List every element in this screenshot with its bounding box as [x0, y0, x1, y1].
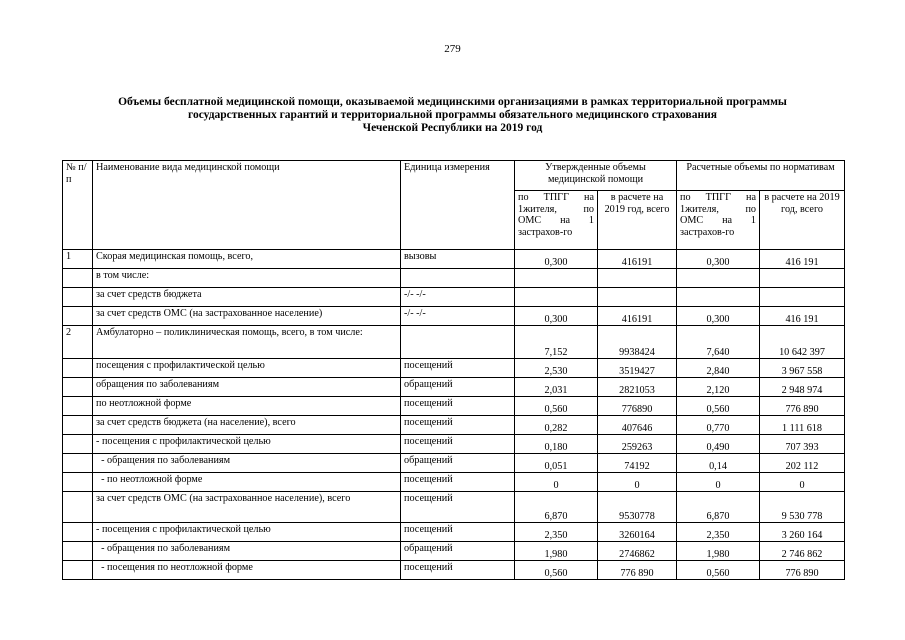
- row-number: [63, 359, 93, 378]
- header-name: Наименование вида медицинской помощи: [93, 161, 401, 250]
- document-title: [60, 96, 845, 135]
- row-name: - по неотложной форме: [93, 473, 401, 492]
- calculated-per-capita: [677, 269, 760, 288]
- calculated-total: 3 967 558: [760, 359, 845, 378]
- approved-total: [598, 288, 677, 307]
- row-name: - обращения по заболеваниям: [93, 542, 401, 561]
- row-number: [63, 397, 93, 416]
- approved-total: 407646: [598, 416, 677, 435]
- calculated-total: 1 111 618: [760, 416, 845, 435]
- row-number: [63, 288, 93, 307]
- approved-per-capita: 6,870: [515, 492, 598, 523]
- approved-per-capita: 2,350: [515, 523, 598, 542]
- approved-total: 2746862: [598, 542, 677, 561]
- approved-total: 259263: [598, 435, 677, 454]
- header-num: № п/п: [63, 161, 93, 250]
- approved-total: 2821053: [598, 378, 677, 397]
- calculated-total: 9 530 778: [760, 492, 845, 523]
- table-row: [63, 492, 845, 523]
- calculated-per-capita: 6,870: [677, 492, 760, 523]
- calculated-total: 10 642 397: [760, 326, 845, 359]
- row-name: за счет средств ОМС (на застрахованное население), всего: [93, 492, 401, 523]
- row-unit: вызовы: [401, 250, 515, 269]
- row-unit: -/- -/-: [401, 288, 515, 307]
- table-row: [63, 435, 845, 454]
- calculated-total: 2 746 862: [760, 542, 845, 561]
- approved-per-capita: [515, 288, 598, 307]
- calculated-per-capita: 0,770: [677, 416, 760, 435]
- calculated-per-capita: 0,560: [677, 397, 760, 416]
- row-unit: -/- -/-: [401, 307, 515, 326]
- table-row: [63, 250, 845, 269]
- approved-per-capita: 0,282: [515, 416, 598, 435]
- calculated-per-capita: 0,560: [677, 561, 760, 580]
- approved-per-capita: 7,152: [515, 326, 598, 359]
- approved-total: 0: [598, 473, 677, 492]
- approved-per-capita: [515, 269, 598, 288]
- row-name: в том числе:: [93, 269, 401, 288]
- row-number: [63, 454, 93, 473]
- table-row: [63, 523, 845, 542]
- header-calculated-total: в расчете на 2019 год, всего: [760, 191, 845, 250]
- calculated-total: 0: [760, 473, 845, 492]
- row-name: по неотложной форме: [93, 397, 401, 416]
- calculated-total: 3 260 164: [760, 523, 845, 542]
- approved-per-capita: 0,560: [515, 397, 598, 416]
- approved-total: 3260164: [598, 523, 677, 542]
- title-line-2: государственных гарантий и территориальной программы обязательного медицинского страхования: [188, 109, 717, 121]
- table-row: [63, 397, 845, 416]
- row-name: - посещения с профилактической целью: [93, 435, 401, 454]
- row-name: за счет средств бюджета (на население), всего: [93, 416, 401, 435]
- calculated-total: 707 393: [760, 435, 845, 454]
- row-number: 2: [63, 326, 93, 359]
- table-row: [63, 326, 845, 359]
- approved-total: 9530778: [598, 492, 677, 523]
- row-number: [63, 378, 93, 397]
- row-unit: посещений: [401, 397, 515, 416]
- row-unit: обращений: [401, 454, 515, 473]
- row-unit: обращений: [401, 542, 515, 561]
- approved-total: 776890: [598, 397, 677, 416]
- row-name: - посещения с профилактической целью: [93, 523, 401, 542]
- approved-total: 74192: [598, 454, 677, 473]
- table-row: [63, 561, 845, 580]
- row-unit: [401, 269, 515, 288]
- header-approved-total: в расчете на 2019 год, всего: [598, 191, 677, 250]
- header-approved-per-capita: по ТПГГ на 1жителя, по ОМС на 1 застрахов-го: [515, 191, 598, 250]
- row-number: 1: [63, 250, 93, 269]
- calculated-per-capita: 2,120: [677, 378, 760, 397]
- header-approved: Утвержденные объемы медицинской помощи: [515, 161, 677, 191]
- header-calculated-per-capita: по ТПГГ на 1жителя, по ОМС на 1 застрахов-го: [677, 191, 760, 250]
- row-name: - обращения по заболеваниям: [93, 454, 401, 473]
- row-unit: посещений: [401, 473, 515, 492]
- title-line-3: Чеченской Республики на 2019 год: [362, 122, 543, 134]
- row-name: Скорая медицинская помощь, всего,: [93, 250, 401, 269]
- calculated-per-capita: 0,14: [677, 454, 760, 473]
- header-unit: Единица измерения: [401, 161, 515, 250]
- approved-per-capita: 0,300: [515, 307, 598, 326]
- table-row: [63, 542, 845, 561]
- table-row: [63, 307, 845, 326]
- calculated-total: 776 890: [760, 561, 845, 580]
- row-name: посещения с профилактической целью: [93, 359, 401, 378]
- approved-per-capita: 0,560: [515, 561, 598, 580]
- table-row: [63, 378, 845, 397]
- calculated-per-capita: 1,980: [677, 542, 760, 561]
- row-name: Амбулаторно – поликлиническая помощь, всего, в том числе:: [93, 326, 401, 359]
- row-number: [63, 307, 93, 326]
- calculated-total: [760, 269, 845, 288]
- approved-per-capita: 2,031: [515, 378, 598, 397]
- approved-total: 416191: [598, 307, 677, 326]
- calculated-total: 2 948 974: [760, 378, 845, 397]
- page-number: 279: [444, 43, 461, 55]
- calculated-per-capita: 0,490: [677, 435, 760, 454]
- table-row: [63, 288, 845, 307]
- volumes-table: [62, 160, 845, 580]
- calculated-total: 776 890: [760, 397, 845, 416]
- row-unit: посещений: [401, 435, 515, 454]
- row-number: [63, 542, 93, 561]
- calculated-total: 416 191: [760, 250, 845, 269]
- calculated-per-capita: 2,840: [677, 359, 760, 378]
- approved-total: 416191: [598, 250, 677, 269]
- row-unit: посещений: [401, 492, 515, 523]
- row-number: [63, 269, 93, 288]
- approved-per-capita: 0,051: [515, 454, 598, 473]
- calculated-per-capita: 0,300: [677, 250, 760, 269]
- row-unit: обращений: [401, 378, 515, 397]
- calculated-per-capita: 0,300: [677, 307, 760, 326]
- table-row: [63, 359, 845, 378]
- table-header: [63, 161, 845, 250]
- calculated-per-capita: [677, 288, 760, 307]
- title-line-1: Объемы бесплатной медицинской помощи, оказываемой медицинскими организациями в рамках территориальной программы: [118, 96, 787, 108]
- row-name: обращения по заболеваниям: [93, 378, 401, 397]
- calculated-per-capita: 7,640: [677, 326, 760, 359]
- row-unit: [401, 326, 515, 359]
- row-name: за счет средств бюджета: [93, 288, 401, 307]
- approved-per-capita: 0,180: [515, 435, 598, 454]
- table-row: [63, 269, 845, 288]
- table-body: [63, 250, 845, 580]
- row-unit: посещений: [401, 561, 515, 580]
- row-name: - посещения по неотложной форме: [93, 561, 401, 580]
- row-number: [63, 473, 93, 492]
- header-calculated: Расчетные объемы по нормативам: [677, 161, 845, 191]
- approved-total: 776 890: [598, 561, 677, 580]
- row-number: [63, 435, 93, 454]
- approved-per-capita: 1,980: [515, 542, 598, 561]
- row-unit: посещений: [401, 416, 515, 435]
- row-number: [63, 523, 93, 542]
- approved-total: [598, 269, 677, 288]
- calculated-total: 416 191: [760, 307, 845, 326]
- table-row: [63, 416, 845, 435]
- table-row: [63, 473, 845, 492]
- row-number: [63, 561, 93, 580]
- calculated-total: 202 112: [760, 454, 845, 473]
- row-number: [63, 492, 93, 523]
- approved-per-capita: 0: [515, 473, 598, 492]
- calculated-per-capita: 0: [677, 473, 760, 492]
- table-row: [63, 454, 845, 473]
- row-unit: посещений: [401, 523, 515, 542]
- row-unit: посещений: [401, 359, 515, 378]
- approved-total: 9938424: [598, 326, 677, 359]
- calculated-total: [760, 288, 845, 307]
- row-name: за счет средств ОМС (на застрахованное население): [93, 307, 401, 326]
- calculated-per-capita: 2,350: [677, 523, 760, 542]
- approved-per-capita: 0,300: [515, 250, 598, 269]
- approved-per-capita: 2,530: [515, 359, 598, 378]
- approved-total: 3519427: [598, 359, 677, 378]
- row-number: [63, 416, 93, 435]
